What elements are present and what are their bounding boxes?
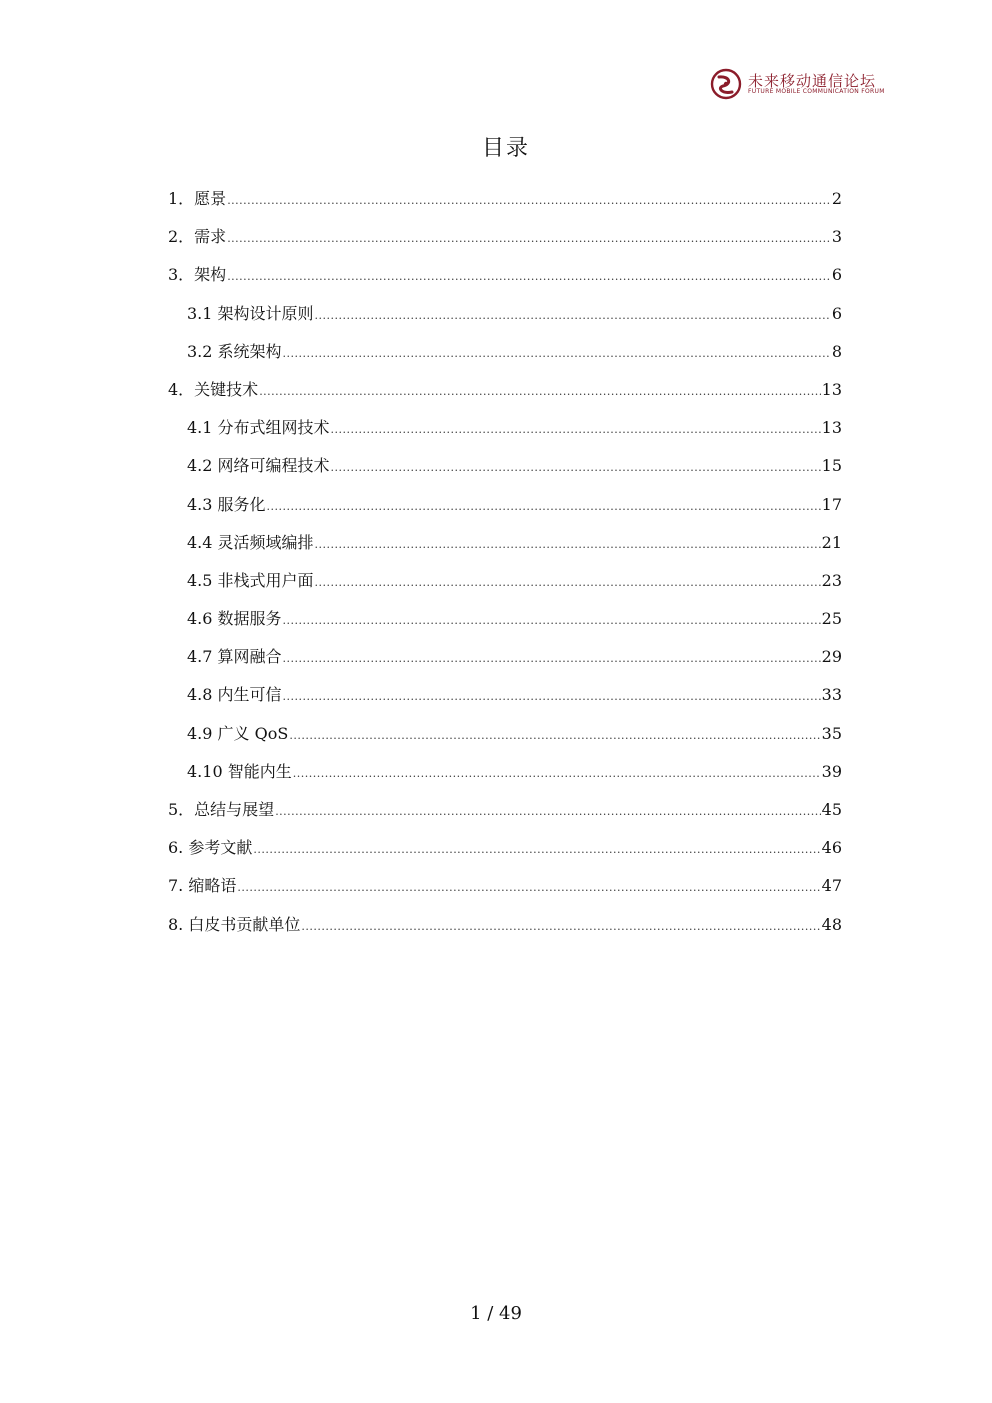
toc-dot-leader <box>283 690 821 703</box>
toc-entry[interactable] <box>168 453 842 491</box>
toc-entry[interactable] <box>168 835 842 873</box>
toc-entry-label: 3.2 系统架构 <box>187 341 282 361</box>
toc-entry[interactable] <box>168 682 842 720</box>
toc-entry-label: 4.7 算网融合 <box>187 647 282 667</box>
toc-entry-label: 4.10 智能内生 <box>187 761 292 781</box>
toc-entry-label: 1．愿景 <box>168 189 227 208</box>
toc-dot-leader <box>283 614 821 627</box>
toc-entry-page: 47 <box>821 876 842 896</box>
toc-entry-label: 4.9 广义 QoS <box>187 723 289 743</box>
toc-entry[interactable] <box>168 644 842 682</box>
toc-entry-page: 35 <box>821 723 842 743</box>
toc-entry-label: 4.1 分布式组网技术 <box>187 418 330 438</box>
toc-entry[interactable] <box>168 224 842 262</box>
toc-entry-label: 7. 缩略语 <box>168 876 237 896</box>
toc-dot-leader <box>315 538 821 551</box>
toc-entry[interactable] <box>168 759 842 797</box>
toc-entry-page: 17 <box>821 494 842 514</box>
toc-entry-page: 13 <box>821 418 842 438</box>
toc-dot-leader <box>315 309 831 322</box>
toc-dot-leader <box>227 194 831 207</box>
toc-entry[interactable] <box>168 606 842 644</box>
toc-entry-page: 8 <box>831 341 842 361</box>
toc-entry-label: 4．关键技术 <box>168 379 259 399</box>
toc-entry-label: 2．需求 <box>168 227 227 247</box>
toc-dot-leader <box>315 576 821 589</box>
toc-entry-page: 39 <box>821 761 842 781</box>
toc-entry[interactable] <box>168 301 842 339</box>
forum-logo <box>710 68 890 100</box>
toc-entry-label: 4.4 灵活频域编排 <box>187 532 314 552</box>
toc-dot-leader <box>237 881 820 894</box>
toc-entry-label: 4.6 数据服务 <box>187 609 282 629</box>
table-of-contents <box>168 186 842 950</box>
toc-dot-leader <box>253 843 820 856</box>
toc-entry-label: 5．总结与展望 <box>168 800 275 819</box>
toc-entry-page: 15 <box>821 456 842 476</box>
toc-dot-leader <box>283 347 831 360</box>
toc-entry-label: 3.1 架构设计原则 <box>187 303 314 323</box>
toc-dot-leader <box>283 652 821 665</box>
toc-dot-leader <box>331 423 821 436</box>
toc-entry[interactable] <box>168 377 842 415</box>
toc-entry-page: 33 <box>821 685 842 705</box>
toc-dot-leader <box>331 461 821 474</box>
toc-entry-label: 4.5 非栈式用户面 <box>187 570 314 590</box>
toc-entry[interactable] <box>168 873 842 911</box>
toc-entry-label: 4.3 服务化 <box>187 494 266 514</box>
toc-entry-page: 23 <box>821 570 842 590</box>
toc-entry[interactable] <box>168 721 842 759</box>
toc-dot-leader <box>267 500 821 513</box>
toc-dot-leader <box>293 767 821 780</box>
toc-entry-page: 45 <box>821 800 842 819</box>
logo-chinese-text: 未来移动通信论坛 <box>748 72 877 90</box>
toc-dot-leader <box>259 385 820 398</box>
toc-entry[interactable] <box>168 186 842 224</box>
toc-entry-page: 29 <box>821 647 842 667</box>
toc-entry-page: 3 <box>831 227 842 247</box>
toc-entry-label: 3．架构 <box>168 265 227 285</box>
toc-dot-leader <box>301 920 820 933</box>
toc-entry[interactable] <box>168 568 842 606</box>
toc-entry[interactable] <box>168 415 842 453</box>
toc-entry-page: 46 <box>821 838 842 858</box>
toc-entry-page: 6 <box>831 303 842 323</box>
logo-english-text: FUTURE MOBILE COMMUNICATION FORUM <box>748 88 885 95</box>
toc-entry[interactable] <box>168 262 842 300</box>
toc-entry-page: 13 <box>821 379 842 399</box>
toc-entry[interactable] <box>168 492 842 530</box>
toc-entry[interactable] <box>168 530 842 568</box>
toc-entry-label: 4.8 内生可信 <box>187 685 282 705</box>
toc-entry[interactable] <box>168 797 842 835</box>
toc-dot-leader <box>275 805 820 818</box>
toc-entry[interactable] <box>168 339 842 377</box>
toc-entry-page: 25 <box>821 609 842 629</box>
toc-entry-page: 48 <box>821 914 842 934</box>
toc-dot-leader <box>227 232 831 245</box>
toc-dot-leader <box>289 729 820 742</box>
forum-emblem-icon <box>710 68 744 100</box>
toc-title: 目录 <box>481 136 530 161</box>
toc-entry-label: 8. 白皮书贡献单位 <box>168 914 301 934</box>
toc-entry-page: 2 <box>831 189 842 208</box>
page-number: 1 / 49 <box>470 1303 522 1324</box>
toc-entry-page: 21 <box>821 532 842 552</box>
toc-entry-label: 4.2 网络可编程技术 <box>187 456 330 476</box>
toc-dot-leader <box>227 270 831 283</box>
toc-entry[interactable] <box>168 912 842 950</box>
toc-entry-page: 6 <box>831 265 842 285</box>
toc-entry-label: 6. 参考文献 <box>168 838 253 858</box>
